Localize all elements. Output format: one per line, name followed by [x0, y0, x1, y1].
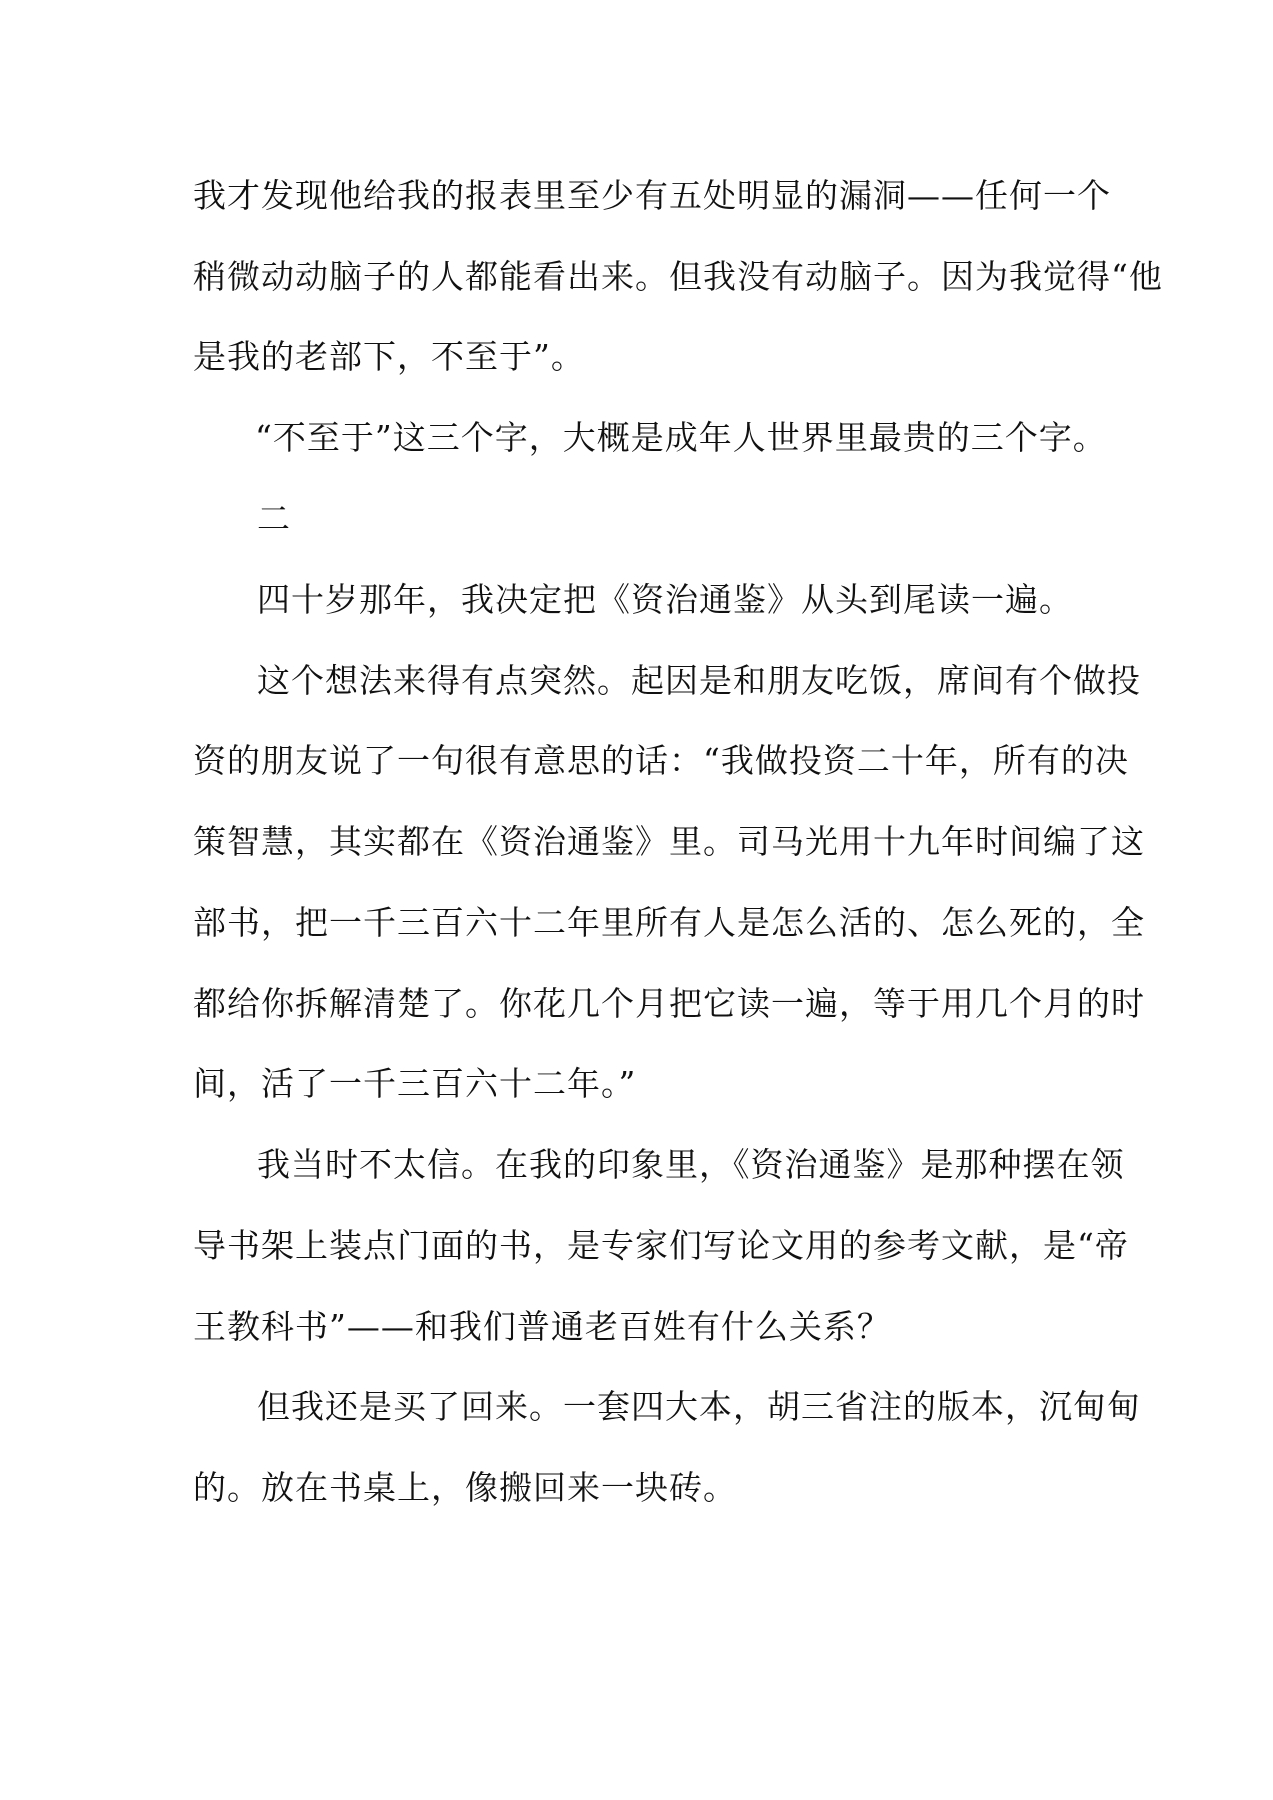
- paragraph-first-line: 这个想法来得有点突然。起因是和朋友吃饭，席间有个做投: [257, 661, 1141, 700]
- section-heading: 二: [257, 499, 291, 538]
- body-text-line: 的。放在书桌上，像搬回来一块砖。: [193, 1468, 737, 1507]
- paragraph-first-line: 四十岁那年，我决定把《资治通鉴》从头到尾读一遍。: [257, 580, 1073, 619]
- body-text-line: 是我的老部下，不至于”。: [193, 337, 585, 376]
- body-text-line: 部书，把一千三百六十二年里所有人是怎么活的、怎么死的，全: [193, 903, 1145, 942]
- body-text-line: 策智慧，其实都在《资治通鉴》里。司马光用十九年时间编了这: [193, 822, 1145, 861]
- body-text-line: 资的朋友说了一句很有意思的话：“我做投资二十年，所有的决: [193, 741, 1129, 780]
- paragraph-first-line: 但我还是买了回来。一套四大本，胡三省注的版本，沉甸甸: [257, 1387, 1141, 1426]
- paragraph-first-line: 我当时不太信。在我的印象里，《资治通鉴》是那种摆在领: [257, 1145, 1125, 1184]
- body-text-line: 稍微动动脑子的人都能看出来。但我没有动脑子。因为我觉得“他: [193, 257, 1163, 296]
- body-text-line: 间，活了一千三百六十二年。”: [193, 1064, 637, 1103]
- paragraph-first-line: “不至于”这三个字，大概是成年人世界里最贵的三个字。: [255, 418, 1107, 457]
- body-text-line: 王教科书”——和我们普通老百姓有什么关系？: [193, 1307, 891, 1346]
- body-text-line: 都给你拆解清楚了。你花几个月把它读一遍，等于用几个月的时: [193, 984, 1145, 1023]
- body-text-line: 导书架上装点门面的书，是专家们写论文用的参考文献，是“帝: [193, 1226, 1129, 1265]
- body-text-line: 我才发现他给我的报表里至少有五处明显的漏洞——任何一个: [193, 176, 1111, 215]
